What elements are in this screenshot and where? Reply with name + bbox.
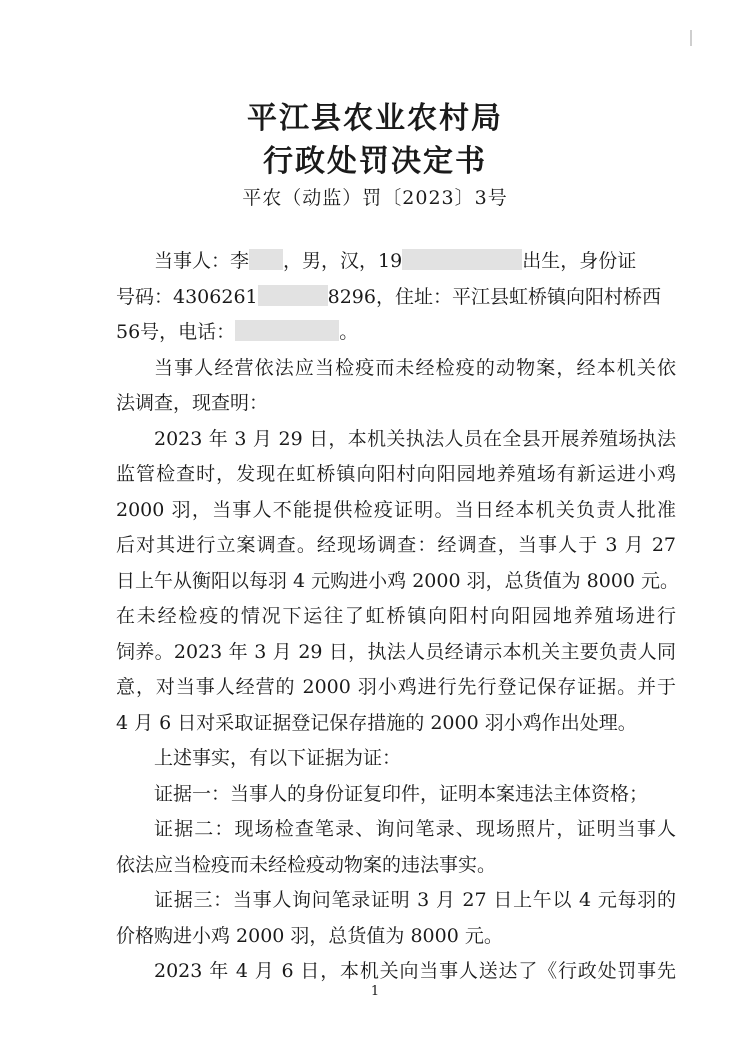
body-line: 当事人经营依法应当检疫而未经检疫的动物案，经本机关依 — [154, 357, 676, 379]
party-line-2: 号码：4306261 8296，住址：平江县虹桥镇向阳村桥西 — [116, 286, 661, 308]
redacted-id-number — [258, 285, 328, 306]
party-line-1: 当事人：李 ，男，汉，19 出生，身份证 — [154, 250, 637, 272]
body-line: 法调查，现查明： — [116, 392, 269, 414]
body-line: 监管检查时，发现在虹桥镇向阳村向阳园地养殖场有新运进小鸡 — [116, 463, 676, 485]
body-line: 饲养。2023 年 3 月 29 日，执法人员经请示本机关主要负责人同 — [116, 641, 676, 663]
redacted-phone — [235, 320, 339, 341]
document-title: 行政处罚决定书 — [263, 144, 487, 179]
body-line: 意，对当事人经营的 2000 羽小鸡进行先行登记保存证据。并于 — [116, 676, 676, 698]
body-line: 上述事实，有以下证据为证： — [154, 747, 402, 769]
redacted-name — [249, 249, 283, 270]
redacted-birthdate — [402, 249, 522, 270]
party-line-3: 56号，电话： 。 — [116, 321, 359, 343]
body-line: 价格购进小鸡 2000 羽，总货值为 8000 元。 — [116, 925, 503, 947]
body-line: 2000 羽，当事人不能提供检疫证明。当日经本机关负责人批准 — [116, 499, 676, 521]
body-line: 4 月 6 日对采取证据登记保存措施的 2000 羽小鸡作出处理。 — [116, 712, 637, 734]
body-line: 2023 年 3 月 29 日，本机关执法人员在全县开展养殖场执法 — [154, 428, 676, 450]
body-line: 2023 年 4 月 6 日，本机关向当事人送达了《行政处罚事先 — [154, 960, 676, 982]
document-number: 平农（动监）罚〔2023〕3号 — [242, 187, 508, 209]
evidence-2: 证据二：现场检查笔录、询问笔录、现场照片，证明当事人 — [154, 818, 676, 840]
body-line: 在未经检疫的情况下运往了虹桥镇向阳村向阳园地养殖场进行 — [116, 605, 676, 627]
body-line: 依法应当检疫而未经检疫动物案的违法事实。 — [116, 854, 497, 876]
body-line: 后对其进行立案调查。经现场调查：经调查，当事人于 3 月 27 — [116, 534, 676, 556]
body-line: 日上午从衡阳以每羽 4 元购进小鸡 2000 羽，总货值为 8000 元。 — [116, 570, 680, 592]
scan-mark — [690, 30, 692, 46]
evidence-1: 证据一：当事人的身份证复印件，证明本案违法主体资格； — [154, 783, 649, 805]
agency-title: 平江县农业农村局 — [247, 101, 503, 136]
page-number: 1 — [370, 984, 380, 999]
evidence-3: 证据三：当事人询问笔录证明 3 月 27 日上午以 4 元每羽的 — [154, 889, 676, 911]
